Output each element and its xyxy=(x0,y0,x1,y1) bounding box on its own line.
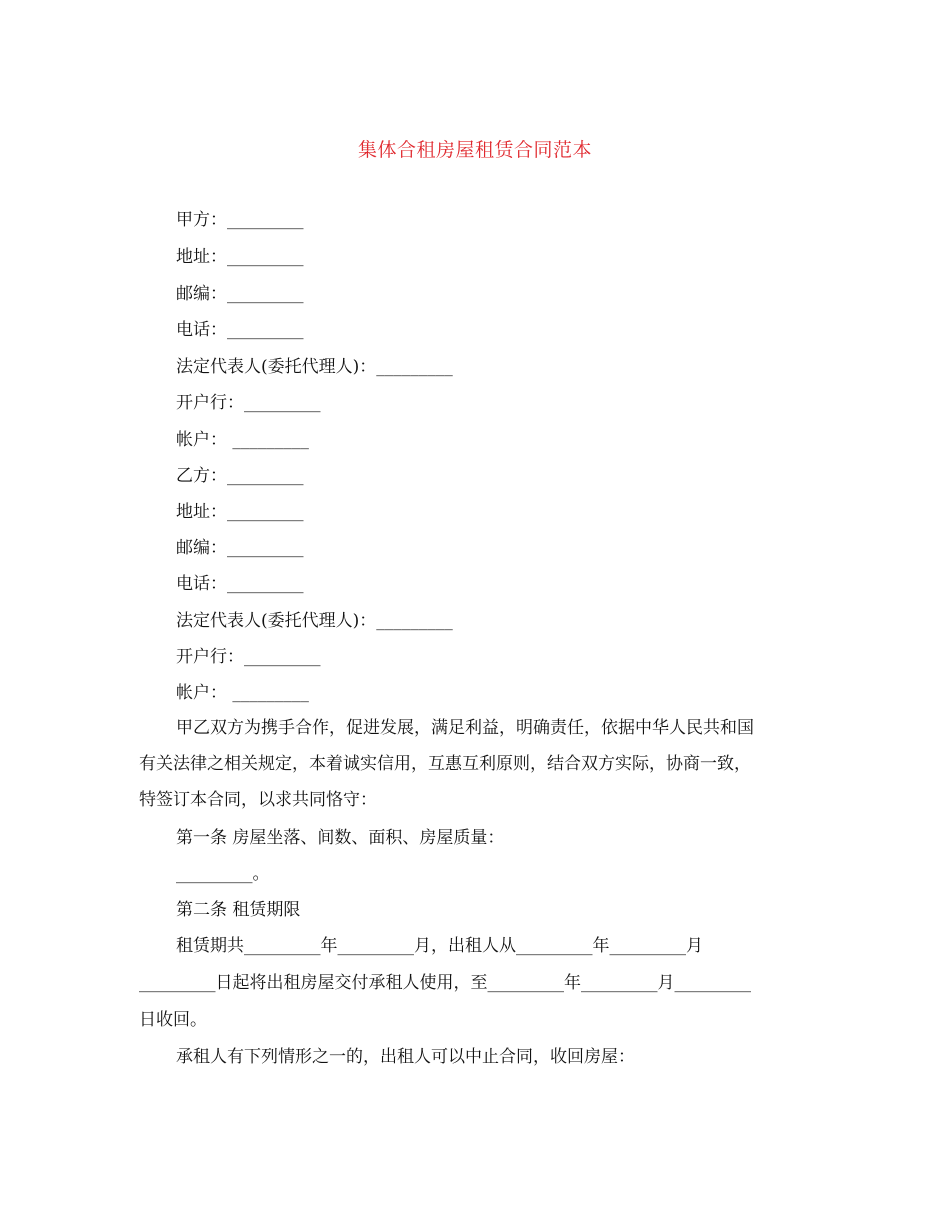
article-2-heading: 第二条 租赁期限 xyxy=(176,900,301,920)
party-a-postcode: 邮编：_________ xyxy=(176,284,304,304)
party-b-postcode: 邮编：_________ xyxy=(176,538,304,558)
party-a-bank: 开户行：_________ xyxy=(176,393,321,413)
party-a-name: 甲方：_________ xyxy=(176,210,304,230)
party-b-name: 乙方：_________ xyxy=(176,466,304,486)
article-2-line-2: _________日起将出租房屋交付承租人使用，至_________年_________月_________ xyxy=(139,973,751,993)
article-2-line-1: 租赁期共_________年_________月，出租人从_________年_________月 xyxy=(176,936,703,956)
party-a-account: 帐户： _________ xyxy=(176,430,309,450)
party-b-address: 地址：_________ xyxy=(176,502,304,522)
party-b-phone: 电话：_________ xyxy=(176,574,304,594)
preamble-line-2: 有关法律之相关规定，本着诚实信用，互惠互利原则，结合双方实际，协商一致， xyxy=(139,754,751,774)
termination-intro: 承租人有下列情形之一的，出租人可以中止合同，收回房屋： xyxy=(176,1047,635,1067)
party-a-phone: 电话：_________ xyxy=(176,320,304,340)
party-b-legal-rep: 法定代表人(委托代理人)：_________ xyxy=(176,611,453,631)
party-a-legal-rep: 法定代表人(委托代理人)：_________ xyxy=(176,357,453,377)
party-b-account: 帐户： _________ xyxy=(176,683,309,703)
party-b-bank: 开户行：_________ xyxy=(176,647,321,667)
article-2-line-3: 日收回。 xyxy=(139,1010,207,1030)
article-1-heading: 第一条 房屋坐落、间数、面积、房屋质量： xyxy=(176,828,505,848)
party-a-address: 地址：_________ xyxy=(176,247,304,267)
article-1-blank: _________。 xyxy=(176,864,270,884)
preamble-line-1: 甲乙双方为携手合作，促进发展，满足利益，明确责任，依据中华人民共和国 xyxy=(176,718,754,738)
preamble-line-3: 特签订本合同，以求共同恪守： xyxy=(139,790,377,810)
document-title: 集体合租房屋租赁合同范本 xyxy=(357,139,592,161)
